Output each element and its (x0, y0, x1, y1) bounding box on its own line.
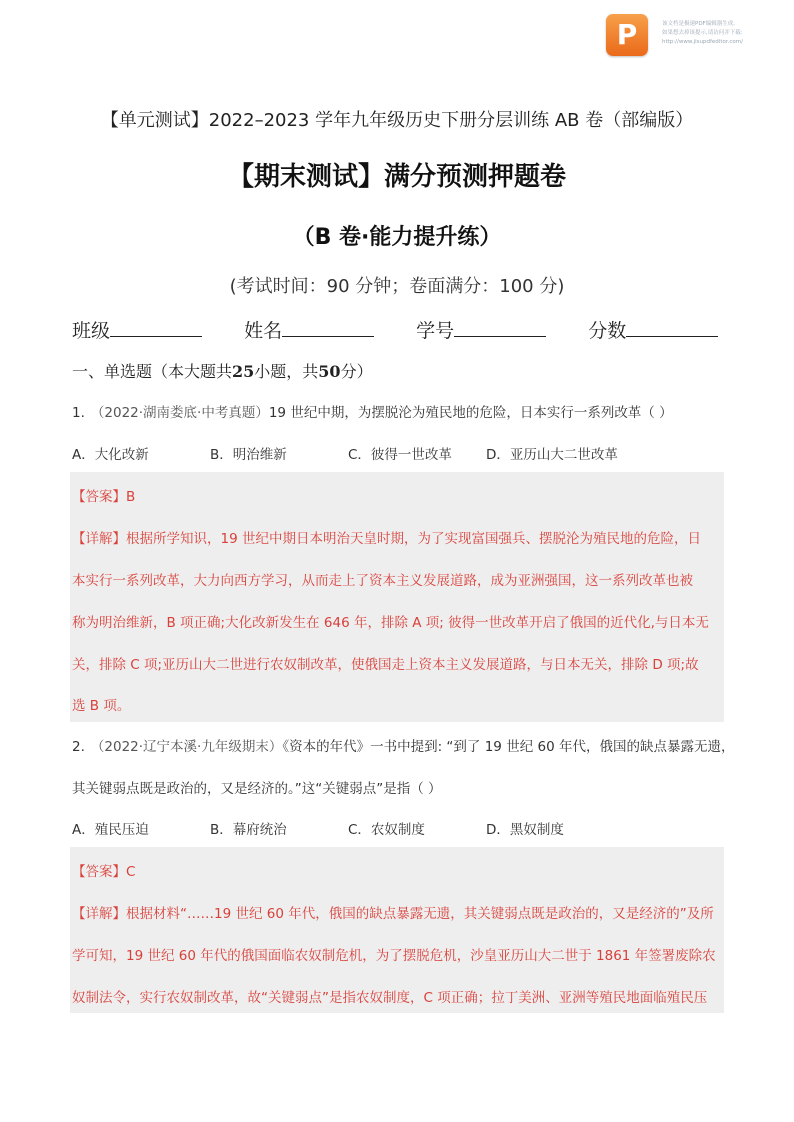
watermark-line: 该文档是极速PDF编辑器生成, (662, 21, 735, 27)
detail-line: 奴制法令，实行农奴制改革，故“关键弱点”是指农奴制度，C 项正确；拉丁美洲、亚洲等殖民地面临殖民压 (72, 990, 708, 1006)
option-a[interactable]: A．殖民压迫 (72, 822, 149, 838)
watermark-link[interactable]: http://www.jisupdfeditor.com/ (662, 39, 743, 45)
document-subtitle: 【单元测试】2022–2023 学年九年级历史下册分层训练 AB 卷（部编版） (100, 110, 694, 131)
section-mid: 小题，共 (254, 362, 319, 381)
student-info-fields (72, 316, 718, 343)
detail-text: 根据材料“……19 世纪 60 年代，俄国的缺点暴露无遗，其关键弱点既是政治的，又是经济的”及所 (126, 906, 714, 922)
answer-box-1 (70, 472, 724, 722)
detail-line: 学可知，19 世纪 60 年代的俄国面临农奴制危机，为了摆脱危机，沙皇亚历山大二世于 1861 年签署废除农 (72, 948, 716, 964)
pdf-editor-logo (606, 14, 648, 56)
detail-line: 选 B 项。 (72, 698, 131, 714)
question-text: 《资本的年代》一书中提到: “到了 19 世纪 60 年代，俄国的缺点暴露无遗， (282, 739, 735, 755)
score-blank[interactable] (626, 318, 718, 337)
section-suffix: 分） (340, 362, 373, 381)
watermark-line: 如果想去掉该提示,请访问并下载: (662, 30, 743, 36)
option-c[interactable]: C．农奴制度 (348, 822, 425, 838)
detail-label: 【详解】 (72, 531, 126, 547)
id-field[interactable] (416, 316, 546, 343)
watermark-text (662, 20, 790, 47)
name-field[interactable] (244, 316, 374, 343)
answer-label: 【答案】 (72, 864, 126, 880)
section-heading (72, 359, 373, 382)
detail-label: 【详解】 (72, 906, 126, 922)
question-count: 25 (232, 362, 255, 381)
option-d[interactable]: D．黑奴制度 (486, 822, 564, 838)
section-prefix: 一、单选题（本大题共 (72, 362, 233, 381)
option-d[interactable]: D．亚历山大二世改革 (486, 447, 618, 463)
question-2-stem (72, 735, 734, 755)
total-points: 50 (318, 362, 341, 381)
p-letter-icon: P (616, 18, 638, 51)
detail-line: 称为明治维新，B 项正确;大化改新发生在 646 年，排除 A 项; 彼得一世改革开启了俄国的近代化,与日本无 (72, 615, 709, 631)
id-blank[interactable] (454, 318, 546, 337)
name-blank[interactable] (282, 318, 374, 337)
score-field[interactable] (588, 316, 718, 343)
question-1-options (72, 443, 624, 463)
question-source: （2022·湖南娄底·中考真题） (90, 405, 269, 421)
question-2-stem-cont: 其关键弱点既是政治的，又是经济的。”这“关键弱点”是指（ ） (72, 781, 442, 797)
detail-line (72, 527, 701, 547)
paper-section-title: （B 卷·能力提升练） (292, 225, 502, 250)
detail-line: 关，排除 C 项;亚历山大二世进行农奴制改革，使俄国走上资本主义发展道路，与日本无关，排除 D 项;故 (72, 657, 699, 673)
option-b[interactable]: B．明治维新 (210, 447, 287, 463)
score-label: 分数 (588, 320, 627, 342)
answer-line (72, 860, 135, 880)
option-b[interactable]: B．幕府统治 (210, 822, 287, 838)
question-number: 2. (72, 739, 85, 755)
id-label: 学号 (416, 320, 455, 342)
answer-value: B (126, 489, 136, 505)
question-2-options (72, 818, 624, 838)
question-1-stem (72, 401, 673, 421)
class-label: 班级 (72, 320, 111, 342)
exam-info: (考试时间：90 分钟；卷面满分：100 分) (229, 276, 565, 297)
detail-line: 本实行一系列改革，大力向西方学习，从而走上了资本主义发展道路，成为亚洲强国，这一系列改革也被 (72, 573, 693, 589)
class-blank[interactable] (110, 318, 202, 337)
option-a[interactable]: A．大化改新 (72, 447, 149, 463)
option-c[interactable]: C．彼得一世改革 (348, 447, 452, 463)
answer-value: C (126, 864, 136, 880)
answer-line (72, 485, 135, 505)
detail-text: 根据所学知识，19 世纪中期日本明治天皇时期，为了实现富国强兵、摆脱沦为殖民地的危险，日 (126, 531, 701, 547)
question-text: 19 世纪中期，为摆脱沦为殖民地的危险，日本实行一系列改革（ ） (268, 405, 673, 421)
question-source: （2022·辽宁本溪·九年级期末） (90, 739, 283, 755)
detail-line (72, 902, 714, 922)
question-number: 1. (72, 405, 85, 421)
name-label: 姓名 (244, 320, 283, 342)
document-title: 【期末测试】满分预测押题卷 (227, 162, 566, 192)
answer-label: 【答案】 (72, 489, 126, 505)
class-field[interactable] (72, 316, 202, 343)
